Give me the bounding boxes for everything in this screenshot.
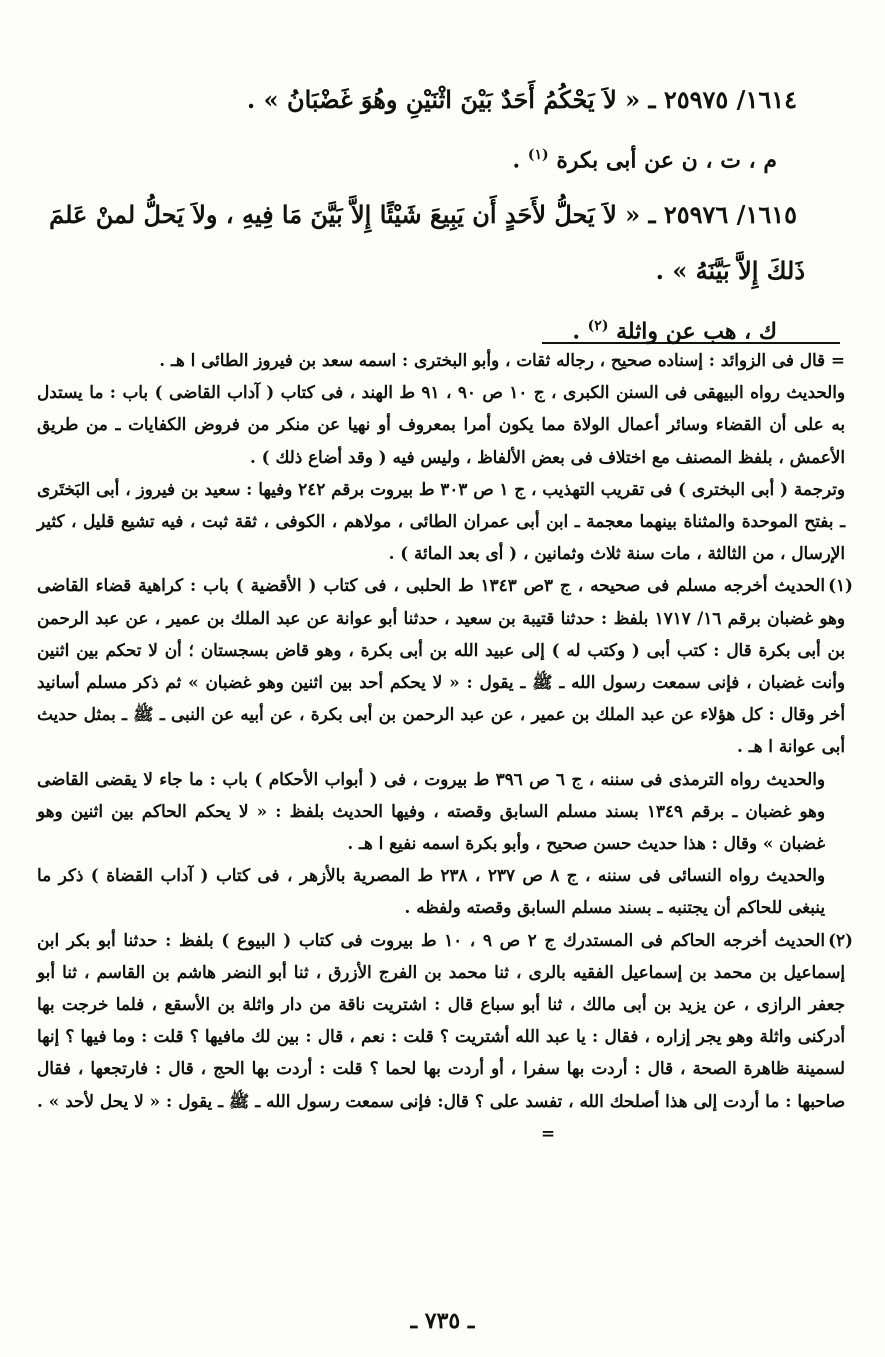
page-number: ـ ٧٣٥ ـ (410, 1308, 475, 1334)
footnote-2-para: (٢)الحديث أخرجه الحاكم فى المستدرك ج ٢ ص ٩ ، ١٠ ط بيروت فى كتاب ( البيوع ) بلفظ : حدثنا أبو بكر ابن إسماعيل بن محمد بن إسماعيل الفقيه بالرى ، ثنا محمد بن الفرج الأزرق ، ثنا أبو النضر هاشم بن القاسم ، ثنا أبو جعفر الرازى ، عن يزيد بن أبى مالك ، ثنا أبو سباع قال : اشتريت ناقة من دار واثلة بن الأسقع ، فلما خرجت بها أدركنى واثلة وهو يجر إزاره ، فقال : يا عبد الله أشتريت ؟ قلت : نعم ، قال : بين لك مافيها ؟ قلت : وما فيها ؟ إنها لسمينة ظاهرة الصحة ، قال : أردت بها سفرا ، أو أردت بها لحما ؟ قلت : أردت بها الحج ، قال : فارتجعها ، فقال صاحبها : ما أردت إلى هذا أصلحك الله ، تفسد على ؟ قال: فإنى سمعت رسول الله ـ ﷺ ـ يقول : « لا يحل لأحد » .= (37, 924, 845, 1149)
hadith-1615-source: ك ، هب عن واثلة $^{(٢)}$ . (572, 318, 777, 345)
footnote-continued-para: = قال فى الزوائد : إسناده صحيح ، رجاله ثقات ، وأبو البخترى : اسمه سعد بن فيروز الطائى ا هـ . (159, 350, 845, 370)
footnote-1-para: (١)الحديث أخرجه مسلم فى صحيحه ، ج ٣ص ١٣٤٣ ط الحلبى ، فى كتاب ( الأقضية ) باب : كراهية قضاء القاضى وهو غضبان برقم ١٦/ ١٧١٧ بلفظ : حدثنا قتيبة بن سعيد ، حدثنا أبو عوانة عن عبد الملك بن عمير ، عن عبد الرحمن بن أبى بكرة قال : كتب أبى ( وكتب له ) إلى عبيد الله بن أبى بكرة ، وهو قاض بسجستان ؛ أن لا تحكم بين اثنين وأنت غضبان ، فإنى سمعت رسول الله ـ ﷺ ـ يقول : « لا يحكم أحد بين اثنين وهو غضبان » ثم ذكر مسلم أسانيد أخر وقال : كل هؤلاء عن عبد الملك بن عمير ، عن عبد الرحمن بن أبى بكرة ، عن أبيه عن النبى ـ ﷺ ـ بمثل حديث أبى عوانة ا هـ . (37, 569, 845, 762)
footnote-ref-2[interactable]: (٢) (587, 318, 609, 335)
hadith-1615: ١٦١٥/ ٢٥٩٧٦ ـ « لاَ يَحلُّ لأَحَدٍ أَن يَبِيعَ شَيْئًا إِلاَّ بَيَّنَ مَا فِيهِ ، ولاَ يَحلُّ لمنْ عَلمَ ذَلكَ إِلاَّ بَيَّنَهُ » . (49, 200, 805, 286)
hadith-1614: ١٦١٤/ ٢٥٩٧٥ ـ « لاَ يَحْكُمُ أَحَدٌ بَيْنَ اثْنَيْنِ وهُوَ غَضْبَانُ » . (246, 85, 797, 114)
footnotes (37, 344, 853, 1149)
footnote-continued-para: وترجمة ( أبى البخترى ) فى تقريب التهذيب ، ج ١ ص ٣٠٣ ط بيروت برقم ٢٤٢ وفيها : سعيد بن فيروز ، أبى البَختَرى ـ بفتح الموحدة والمثناة بينهما معجمة ـ ابن أبى عمران الطائى ، مولاهم ، الكوفى ، ثقة ثبت ، فيه تشيع قليل ، كثير الإرسال ، من الثالثة ، مات سنة ثلاث وثمانين ، ( أى بعد المائة ) . (37, 478, 845, 564)
footnote-1-number: (١) (828, 575, 853, 596)
footnote-1 (37, 569, 853, 923)
hadith-section (37, 72, 805, 359)
continuation-mark: = (540, 1122, 555, 1143)
footnote-ref-1[interactable]: (١) (527, 147, 549, 163)
footnote-2 (37, 924, 853, 1149)
footnote-1-para: والحديث رواه النسائى فى سننه ، ج ٨ ص ٢٣٧ ، ٢٣٨ ط المصرية بالأزهر ، فى كتاب ( آداب القضاة ) ذكر ما ينبغى للحاكم أن يجتنبه ـ بسند مسلم السابق وقصته ولفظه . (37, 865, 825, 918)
footnote-2-number: (٢) (828, 929, 853, 950)
footnote-continued-para: والحديث رواه البيهقى فى السنن الكبرى ، ج ١٠ ص ٩٠ ، ٩١ ط الهند ، فى كتاب ( آداب القاضى ) باب : ما يستدل به على أن القضاء وسائر أعمال الولاة مما يكون أمرا بمعروف أو نهيا عن منكر من فروض الكفايات ـ من طريق الأعمش ، بلفظ المصنف مع اختلاف فى بعض الألفاظ ، وليس فيه ( وقد أضاع ذلك ) . (37, 382, 845, 467)
hadith-1614-source: م ، ت ، ن عن أبى بكرة $^{(١)}$ . (512, 147, 777, 174)
footnote-1-para: والحديث رواه الترمذى فى سننه ، ج ٦ ص ٣٩٦ ط بيروت ، فى ( أبواب الأحكام ) باب : ما جاء لا يقضى القاضى وهو غضبان ـ برقم ١٣٤٩ بسند مسلم السابق وقصته ، وفيها الحديث بلفظ : « لا يحكم الحاكم بين اثنين وهو غضبان » وقال : هذا حديث حسن صحيح ، وأبو بكرة اسمه نفيع ا هـ . (37, 768, 826, 854)
